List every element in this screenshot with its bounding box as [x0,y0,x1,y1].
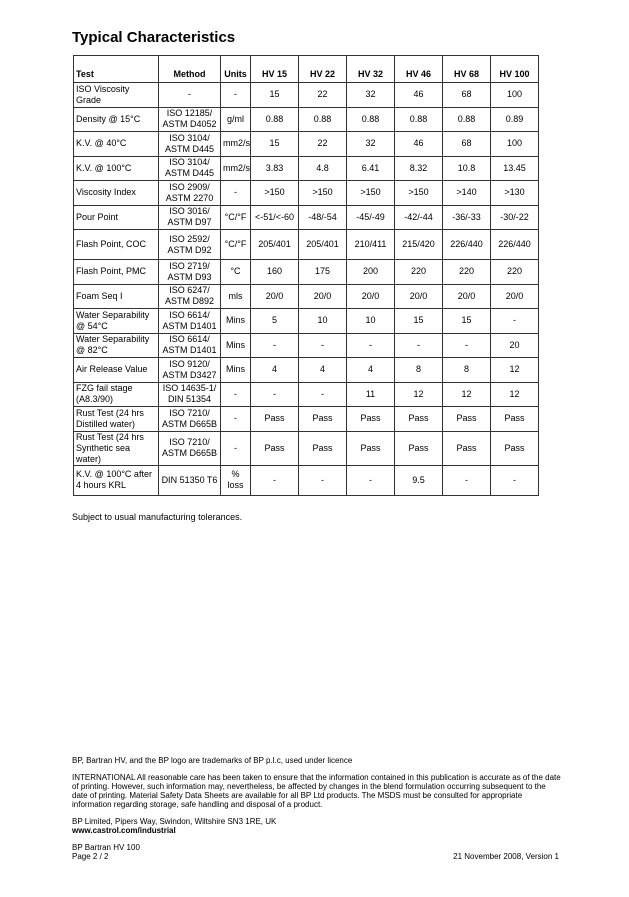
cell-value: - [443,333,491,358]
cell-value: 3.83 [251,156,299,181]
cell-value: >140 [443,181,491,206]
cell-value: 10 [299,309,347,334]
cell-test: Density @ 15°C [74,107,159,132]
cell-value: 0.88 [347,107,395,132]
cell-value: 220 [395,260,443,285]
cell-value: - [491,465,539,495]
cell-test: Pour Point [74,205,159,230]
cell-value: 15 [443,309,491,334]
cell-value: 32 [347,132,395,157]
cell-value: 20/0 [443,284,491,309]
cell-value: - [299,382,347,407]
cell-value: 15 [395,309,443,334]
tolerance-note: Subject to usual manufacturing tolerances. [72,512,243,522]
cell-value: >150 [251,181,299,206]
cell-value: 8 [395,358,443,383]
table-row [74,382,539,407]
cell-value: Pass [347,407,395,432]
cell-test: Flash Point, PMC [74,260,159,285]
cell-value: 205/401 [299,230,347,260]
cell-value: 22 [299,132,347,157]
cell-value: 68 [443,83,491,108]
cell-value: 205/401 [251,230,299,260]
header-test: Test [74,56,159,83]
cell-units: - [221,181,251,206]
cell-value: Pass [251,407,299,432]
table-row [74,431,539,465]
cell-value: Pass [491,407,539,432]
cell-method: ISO 3016/ ASTM D97 [159,205,221,230]
cell-units: g/ml [221,107,251,132]
cell-value: 32 [347,83,395,108]
cell-value: 200 [347,260,395,285]
cell-value: Pass [299,407,347,432]
cell-value: 220 [443,260,491,285]
cell-method: ISO 2719/ ASTM D93 [159,260,221,285]
cell-value: >150 [347,181,395,206]
disclaimer: INTERNATIONAL All reasonable care has been taken to ensure that the information contained in this publication is accurate as of the date of printing. However, such information may, nevertheless, be affected by changes in the blend formulation occurring subsequent to the date of printing. Material Safety Data Sheets are available for all BP Ltd products. The MSDS must be consulted for appropriate information regarding storage, safe handling and disposal of a product. [72,773,561,809]
cell-value: 20 [491,333,539,358]
cell-value: 13.45 [491,156,539,181]
cell-test: Foam Seq I [74,284,159,309]
cell-value: Pass [395,407,443,432]
cell-test: K.V. @ 100°C [74,156,159,181]
page-title: Typical Characteristics [72,29,236,46]
table-row [74,83,539,108]
cell-units: % loss [221,465,251,495]
cell-method: ISO 12185/ ASTM D4052 [159,107,221,132]
cell-value: - [491,309,539,334]
cell-units: - [221,407,251,432]
cell-value: 0.88 [443,107,491,132]
table-row [74,205,539,230]
cell-value: Pass [251,431,299,465]
cell-value: Pass [299,431,347,465]
cell-value: -42/-44 [395,205,443,230]
cell-value: 210/411 [347,230,395,260]
cell-value: Pass [347,431,395,465]
cell-value: 46 [395,132,443,157]
header-hv100: HV 100 [491,56,539,83]
cell-value: 12 [443,382,491,407]
cell-units: - [221,431,251,465]
cell-value: - [251,382,299,407]
cell-value: 8 [443,358,491,383]
cell-value: 160 [251,260,299,285]
cell-value: 100 [491,83,539,108]
cell-value: 12 [491,382,539,407]
cell-units: °C/°F [221,230,251,260]
cell-value: 0.88 [299,107,347,132]
cell-value: 15 [251,132,299,157]
table-row [74,107,539,132]
cell-value: 0.89 [491,107,539,132]
cell-units: mm2/s [221,156,251,181]
cell-test: K.V. @ 40°C [74,132,159,157]
cell-test: Water Separability @ 82°C [74,333,159,358]
cell-value: - [395,333,443,358]
page-number: Page 2 / 2 [72,852,109,861]
cell-method: ISO 9120/ ASTM D3427 [159,358,221,383]
table-body [74,83,539,496]
cell-test: Air Release Value [74,358,159,383]
table-row [74,309,539,334]
cell-value: 12 [491,358,539,383]
cell-method: ISO 2909/ ASTM 2270 [159,181,221,206]
cell-value: 4.8 [299,156,347,181]
cell-method: ISO 6614/ ASTM D1401 [159,309,221,334]
cell-method: ISO 6247/ ASTM D892 [159,284,221,309]
cell-method: - [159,83,221,108]
header-method: Method [159,56,221,83]
cell-value: >130 [491,181,539,206]
trademark-notice: BP, Bartran HV, and the BP logo are trademarks of BP p.l.c, used under licence [72,756,353,765]
cell-value: - [443,465,491,495]
cell-value: - [251,465,299,495]
table-header-row [74,56,539,83]
cell-value: 10.8 [443,156,491,181]
cell-value: - [347,465,395,495]
table-row [74,407,539,432]
cell-test: Water Separability @ 54°C [74,309,159,334]
table-row [74,284,539,309]
table-row [74,260,539,285]
cell-value: 20/0 [251,284,299,309]
cell-units: °C [221,260,251,285]
cell-value: 0.88 [251,107,299,132]
cell-value: Pass [491,431,539,465]
cell-value: 4 [347,358,395,383]
cell-value: >150 [299,181,347,206]
cell-units: Mins [221,358,251,383]
cell-test: K.V. @ 100°C after 4 hours KRL [74,465,159,495]
cell-value: 4 [299,358,347,383]
cell-value: 20/0 [395,284,443,309]
cell-value: -45/-49 [347,205,395,230]
cell-test: Flash Point, COC [74,230,159,260]
cell-value: 226/440 [491,230,539,260]
cell-value: Pass [443,431,491,465]
cell-value: 220 [491,260,539,285]
website-link[interactable]: www.castrol.com/industrial [72,826,176,835]
cell-value: <-51/<-60 [251,205,299,230]
characteristics-table [73,55,539,496]
cell-value: 11 [347,382,395,407]
cell-method: ISO 14635-1/ DIN 51354 [159,382,221,407]
table-row [74,358,539,383]
date-version: 21 November 2008, Version 1 [453,852,559,861]
cell-units: mm2/s [221,132,251,157]
table-row [74,333,539,358]
cell-method: ISO 3104/ ASTM D445 [159,156,221,181]
cell-value: 10 [347,309,395,334]
cell-value: 20/0 [299,284,347,309]
cell-units: Mins [221,309,251,334]
header-hv15: HV 15 [251,56,299,83]
cell-test: FZG fail stage (A8.3/90) [74,382,159,407]
cell-value: 226/440 [443,230,491,260]
cell-test: Rust Test (24 hrs Synthetic sea water) [74,431,159,465]
address: BP Limited, Pipers Way, Swindon, Wiltshire SN3 1RE, UK [72,817,277,826]
table-row [74,181,539,206]
cell-value: 215/420 [395,230,443,260]
cell-value: 68 [443,132,491,157]
cell-value: 9.5 [395,465,443,495]
cell-value: Pass [395,431,443,465]
cell-value: 22 [299,83,347,108]
cell-value: 20/0 [347,284,395,309]
cell-value: Pass [443,407,491,432]
cell-value: 6.41 [347,156,395,181]
cell-value: 15 [251,83,299,108]
cell-value: - [251,333,299,358]
cell-value: >150 [395,181,443,206]
cell-units: mls [221,284,251,309]
cell-value: -48/-54 [299,205,347,230]
cell-test: Rust Test (24 hrs Distilled water) [74,407,159,432]
cell-method: ISO 7210/ ASTM D665B [159,431,221,465]
table-row [74,465,539,495]
cell-value: - [299,333,347,358]
cell-value: - [299,465,347,495]
cell-method: ISO 3104/ ASTM D445 [159,132,221,157]
cell-value: 4 [251,358,299,383]
header-hv46: HV 46 [395,56,443,83]
table-row [74,156,539,181]
cell-value: 0.88 [395,107,443,132]
cell-value: - [347,333,395,358]
table-row [74,132,539,157]
cell-units: Mins [221,333,251,358]
cell-value: 8.32 [395,156,443,181]
header-hv22: HV 22 [299,56,347,83]
cell-value: 100 [491,132,539,157]
table-row [74,230,539,260]
header-hv68: HV 68 [443,56,491,83]
cell-value: -36/-33 [443,205,491,230]
cell-value: 5 [251,309,299,334]
header-hv32: HV 32 [347,56,395,83]
cell-value: 20/0 [491,284,539,309]
cell-method: DIN 51350 T6 [159,465,221,495]
cell-method: ISO 2592/ ASTM D92 [159,230,221,260]
cell-test: ISO Viscosity Grade [74,83,159,108]
product-name: BP Bartran HV 100 [72,843,140,852]
cell-test: Viscosity Index [74,181,159,206]
cell-units: - [221,382,251,407]
header-units: Units [221,56,251,83]
cell-units: - [221,83,251,108]
cell-method: ISO 6614/ ASTM D1401 [159,333,221,358]
cell-value: 12 [395,382,443,407]
cell-value: -30/-22 [491,205,539,230]
cell-units: °C/°F [221,205,251,230]
cell-value: 175 [299,260,347,285]
cell-method: ISO 7210/ ASTM D665B [159,407,221,432]
cell-value: 46 [395,83,443,108]
